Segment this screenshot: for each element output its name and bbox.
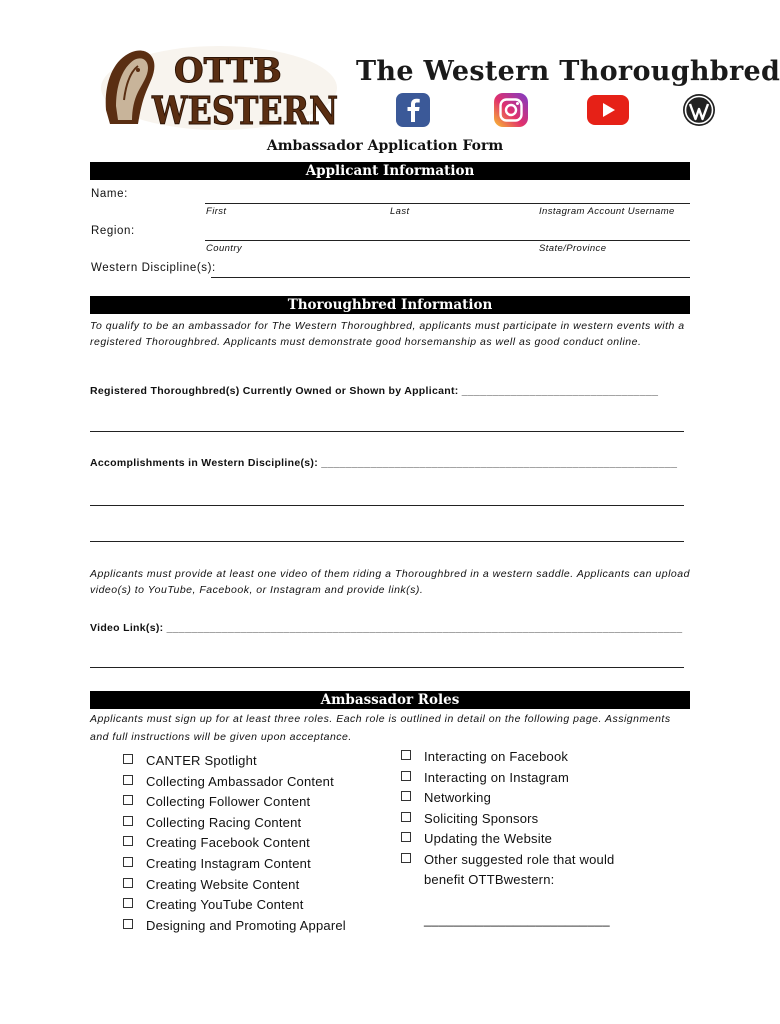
checkbox[interactable]	[401, 791, 411, 801]
other-role-continued: benefit OTTBwestern:	[424, 872, 555, 887]
role-label: Creating Facebook Content	[146, 835, 310, 851]
facebook-icon[interactable]	[395, 92, 431, 128]
role-label: Collecting Ambassador Content	[146, 773, 334, 789]
role-label: Collecting Racing Content	[146, 814, 302, 830]
checkbox[interactable]	[401, 750, 411, 760]
checkbox[interactable]	[401, 812, 411, 822]
role-label: Soliciting Sponsors	[424, 810, 539, 826]
checkbox[interactable]	[123, 836, 133, 846]
name-label: Name:	[91, 188, 128, 200]
checkbox[interactable]	[401, 853, 411, 863]
roles-right-column	[401, 747, 614, 871]
western-discipline-label: Western Discipline(s):	[91, 262, 216, 274]
checkbox[interactable]	[123, 898, 133, 908]
instagram-username-caption: Instagram Account Username	[539, 206, 675, 217]
role-label: Collecting Follower Content	[146, 794, 311, 810]
registered-thoroughbred-label: Registered Thoroughbred(s) Currently Owned or Shown by Applicant:	[90, 385, 462, 397]
role-label: Interacting on Instagram	[424, 769, 569, 785]
role-option[interactable]	[401, 829, 614, 850]
form-title: Ambassador Application Form	[266, 138, 504, 154]
role-option[interactable]	[123, 792, 346, 813]
checkbox[interactable]	[123, 857, 133, 867]
accomplishments-extra-line-2[interactable]	[90, 541, 684, 542]
qualification-paragraph: To qualify to be an ambassador for The Western Thoroughbred, applicants must participate in western events with a registered Thoroughbred. Applicants must demonstrate good horsemanship as well as good conduct online.	[90, 320, 685, 348]
role-option[interactable]	[401, 768, 614, 789]
role-option[interactable]	[123, 916, 346, 937]
role-option[interactable]	[401, 850, 614, 871]
name-field[interactable]	[205, 203, 690, 204]
roles-intro-paragraph: Applicants must sign up for at least three roles. Each role is outlined in detail on the following page. Assignments and full instructions will be given upon acceptance.	[90, 713, 671, 743]
role-option[interactable]	[401, 788, 614, 809]
wordpress-icon[interactable]	[682, 93, 716, 127]
role-option[interactable]	[123, 854, 346, 875]
role-option[interactable]	[123, 895, 346, 916]
role-option[interactable]	[123, 751, 346, 772]
ottb-western-logo	[94, 40, 344, 132]
video-links-extra-line[interactable]	[90, 667, 684, 668]
country-caption: Country	[206, 243, 243, 254]
roles-left-column	[123, 751, 346, 936]
role-label: Creating Website Content	[146, 876, 300, 892]
role-option[interactable]	[123, 813, 346, 834]
region-label: Region:	[91, 225, 135, 237]
checkbox[interactable]	[123, 775, 133, 785]
western-discipline-field[interactable]	[211, 277, 690, 278]
site-title: The Western Thoroughbred	[356, 56, 780, 87]
thoroughbred-information-heading: Thoroughbred Information	[90, 296, 690, 314]
role-option[interactable]	[123, 772, 346, 793]
logo-top-text: OTTB	[174, 51, 282, 91]
video-requirement-paragraph: Applicants must provide at least one video of them riding a Thoroughbred in a western saddle. Applicants can upload video(s) to YouTube, Facebook, or Instagram and provide link(s).	[90, 568, 690, 596]
role-label: Designing and Promoting Apparel	[146, 917, 346, 933]
checkbox[interactable]	[123, 878, 133, 888]
accomplishments-label: Accomplishments in Western Discipline(s):	[90, 457, 322, 469]
first-name-caption: First	[206, 206, 227, 217]
state-province-caption: State/Province	[539, 243, 607, 254]
registered-thoroughbred-line	[90, 385, 658, 397]
region-field[interactable]	[205, 240, 690, 241]
role-label: Networking	[424, 790, 492, 806]
role-option[interactable]	[401, 809, 614, 830]
role-label: Updating the Website	[424, 831, 553, 847]
registered-thoroughbred-field[interactable]: ________________________________	[461, 385, 659, 397]
role-label: CANTER Spotlight	[146, 753, 257, 768]
ambassador-roles-heading: Ambassador Roles	[90, 691, 690, 709]
registered-thoroughbred-extra-line[interactable]	[90, 431, 684, 432]
youtube-icon[interactable]	[586, 94, 630, 126]
accomplishments-extra-line-1[interactable]	[90, 505, 684, 506]
checkbox[interactable]	[123, 816, 133, 826]
instagram-icon[interactable]	[493, 92, 529, 128]
last-name-caption: Last	[390, 206, 410, 217]
checkbox[interactable]	[401, 771, 411, 781]
role-label: Creating YouTube Content	[146, 897, 304, 913]
checkbox[interactable]	[401, 832, 411, 842]
video-links-line	[90, 622, 682, 634]
checkbox[interactable]	[123, 795, 133, 805]
other-role-field[interactable]: _________________________	[424, 912, 610, 927]
role-option[interactable]	[401, 747, 614, 768]
role-label: Creating Instagram Content	[146, 855, 311, 871]
video-links-label: Video Link(s):	[90, 622, 167, 634]
role-label: Interacting on Facebook	[424, 749, 569, 764]
role-option[interactable]	[123, 833, 346, 854]
role-option[interactable]	[123, 875, 346, 896]
checkbox[interactable]	[123, 754, 133, 764]
checkbox[interactable]	[123, 919, 133, 929]
video-links-field[interactable]: ____________________________________________________________________________________	[166, 622, 683, 634]
logo-bottom-text: WESTERN	[151, 88, 338, 133]
accomplishments-line	[90, 457, 677, 469]
role-label: Other suggested role that would	[424, 851, 615, 867]
applicant-information-heading: Applicant Information	[90, 162, 690, 180]
accomplishments-field[interactable]: __________________________________________________________	[321, 457, 678, 469]
